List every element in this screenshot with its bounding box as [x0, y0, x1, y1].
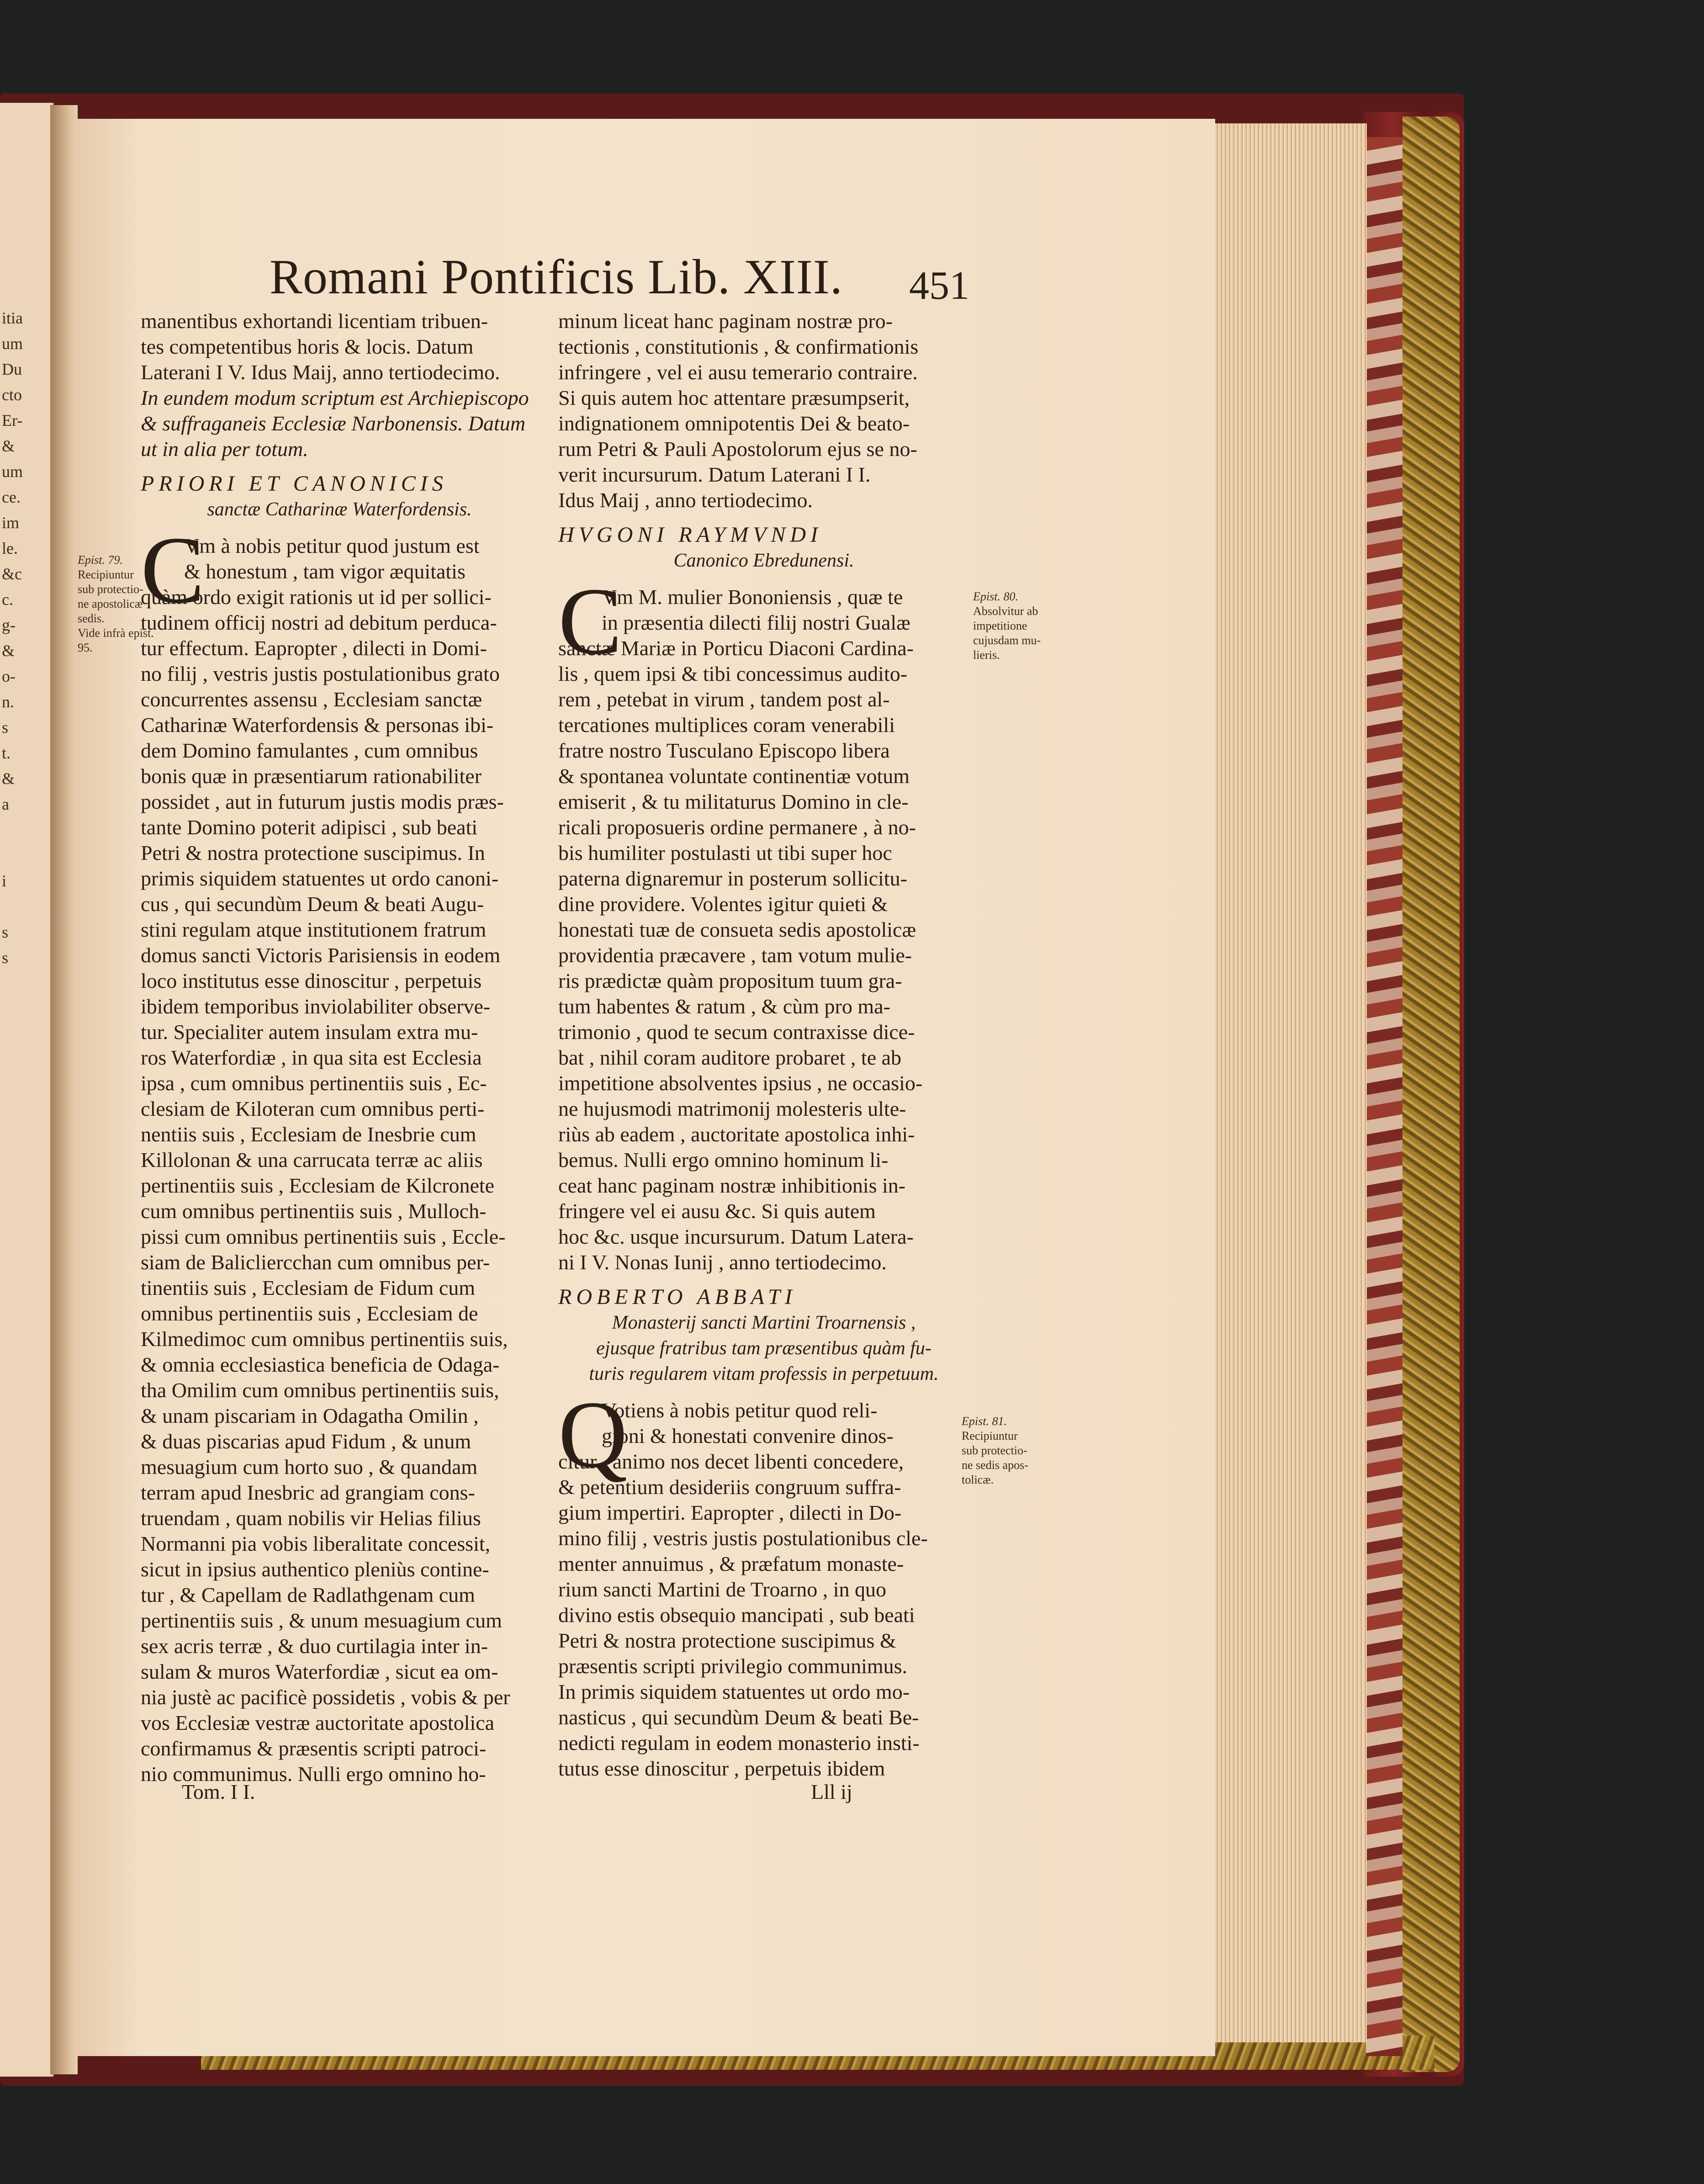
- text-line: sulam & muros Waterfordiæ , sicut ea om-: [141, 1660, 498, 1683]
- page-edges: [1211, 123, 1367, 2042]
- text-line: trimonio , quod te secum contraxisse dice-: [558, 1020, 915, 1044]
- text-line: tante Domino poterit adipisci , sub beati: [141, 816, 478, 839]
- text-line: citur , animo nos decet libenti concedere,: [558, 1450, 904, 1473]
- text-line: domus sancti Victoris Parisiensis in eodem: [141, 944, 501, 967]
- text-line: menter annuimus , & præfatum monaste-: [558, 1552, 904, 1575]
- text-line: tercationes multiplices coram venerabili: [558, 713, 895, 737]
- text-line: ne hujusmodi matrimonij molesteris ulte-: [558, 1097, 906, 1120]
- text-line: nentiis suis , Ecclesiam de Inesbrie cum: [141, 1123, 476, 1146]
- text-line: ibidem temporibus inviolabiliter observe-: [141, 995, 491, 1018]
- text-line: sanctæ Mariæ in Porticu Diaconi Cardina-: [558, 636, 914, 660]
- text-line: Catharinæ Waterfordensis & personas ibi-: [141, 713, 494, 737]
- margin-note-right-1: [973, 589, 1041, 663]
- text-line: Canonico Ebredunensi.: [673, 550, 854, 571]
- text-line: siam de Balicliercchan cum omnibus per-: [141, 1251, 490, 1274]
- text-line: Si quis autem hoc attentare præsumpserit,: [558, 386, 910, 409]
- text-line: nio communimus. Nulli ergo omnino ho-: [141, 1762, 486, 1786]
- text-line: bemus. Nulli ergo omnino hominum li-: [558, 1148, 889, 1172]
- text-line: tur , & Capellam de Radlathgenam cum: [141, 1583, 475, 1606]
- margin-note-line: Recipiuntur: [78, 568, 134, 581]
- left-page-fragment: s: [2, 923, 9, 941]
- text-line: bat , nihil coram auditore probaret , te ab: [558, 1046, 902, 1069]
- footer-signature: Lll ij: [811, 1780, 852, 1803]
- text-line: manentibus exhortandi licentiam tribuen-: [141, 309, 488, 333]
- left-page-fragment: &: [2, 437, 15, 455]
- margin-note-line: impetitione: [973, 619, 1027, 632]
- letter-heading: HVGONI RAYMVNDI: [558, 523, 822, 547]
- letter-heading: PRIORI ET CANONICIS: [141, 472, 448, 496]
- margin-note-line: Recipiuntur: [962, 1429, 1018, 1442]
- left-page-fragment: s: [2, 718, 9, 737]
- text-line: tutus esse dinoscitur , perpetuis ibidem: [558, 1757, 885, 1780]
- text-line: In primis siquidem statuentes ut ordo mo-: [558, 1680, 910, 1703]
- text-line: tha Omilim cum omnibus pertinentiis suis,: [141, 1378, 499, 1402]
- text-line-indented: & honestum , tam vigor æquitatis: [184, 560, 466, 583]
- text-line: tur. Specialiter autem insulam extra mu-: [141, 1020, 478, 1044]
- text-line: rium sancti Martini de Troarno , in quo: [558, 1578, 887, 1601]
- left-page-fragment: le.: [2, 539, 18, 557]
- text-line: ut in alia per totum.: [141, 437, 308, 461]
- text-line: stini regulam atque institutionem fratrum: [141, 918, 487, 941]
- text-line: & petentium desideriis congruum suffra-: [558, 1475, 901, 1499]
- text-line-indented: Votiens à nobis petitur quod reli-: [602, 1399, 878, 1422]
- text-line: minum liceat hanc paginam nostræ pro-: [558, 309, 893, 333]
- margin-note-line: ne apostolicæ: [78, 597, 143, 610]
- text-line: & omnia ecclesiastica beneficia de Odaga-: [141, 1353, 500, 1376]
- text-line: Monasterij sancti Martini Troarnensis ,: [612, 1312, 916, 1333]
- text-line: possidet , aut in futurum justis modis præs-: [141, 790, 504, 813]
- text-line: emiserit , & tu militaturus Domino in cle-: [558, 790, 909, 813]
- text-line: providentia præcavere , tam votum mulie-: [558, 944, 912, 967]
- page-number: 451: [909, 264, 969, 308]
- text-line-indented: Vm à nobis petitur quod justum est: [184, 534, 480, 557]
- text-line: divino estis obsequio mancipati , sub beati: [558, 1603, 915, 1627]
- margin-note-line: Vide infrà epist.: [78, 626, 154, 640]
- drop-cap: C: [558, 568, 623, 674]
- text-line: rum Petri & Pauli Apostolorum ejus se no-: [558, 437, 917, 461]
- text-line: pertinentiis suis , & unum mesuagium cum: [141, 1609, 502, 1632]
- text-line: fratre nostro Tusculano Episcopo libera: [558, 739, 890, 762]
- left-page-fragment: ce.: [2, 488, 21, 506]
- left-page-fragment: t.: [2, 744, 11, 762]
- left-page-fragment: g-: [2, 616, 16, 634]
- left-page-fragment: o-: [2, 667, 16, 685]
- text-line: nia justè ac pacificè possidetis , vobis & per: [141, 1686, 510, 1709]
- text-line: Killolonan & una carrucata terræ ac aliis: [141, 1148, 483, 1172]
- left-page-fragment: um: [2, 334, 23, 353]
- text-line: quàm ordo exigit rationis ut id per sollici-: [141, 585, 492, 609]
- text-line: sex acris terræ , & duo curtilagia inter in-: [141, 1634, 488, 1658]
- text-line: ricali proposueris ordine permanere , à no-: [558, 816, 916, 839]
- left-page-fragment: um: [2, 462, 23, 481]
- text-line: paterna dignaremur in posterum sollicitu-: [558, 867, 907, 890]
- text-line: omnibus pertinentiis suis , Ecclesiam de: [141, 1302, 478, 1325]
- left-page-fragment: c.: [2, 590, 13, 609]
- text-line: nedicti regulam in eodem monasterio insti-: [558, 1731, 920, 1755]
- text-line: pertinentiis suis , Ecclesiam de Kilcronete: [141, 1174, 495, 1197]
- text-line: primis siquidem statuentes ut ordo canoni-: [141, 867, 499, 890]
- text-line: ceat hanc paginam nostræ inhibitionis in-: [558, 1174, 906, 1197]
- text-line: indignationem omnipotentis Dei & beato-: [558, 412, 910, 435]
- text-line: Normanni pia vobis liberalitate concessit,: [141, 1532, 491, 1555]
- text-line: Laterani I V. Idus Maij, anno tertiodecimo.: [141, 360, 500, 384]
- margin-note-line: Epist. 80.: [973, 590, 1018, 603]
- gilt-border: [1402, 117, 1460, 2072]
- drop-cap: Q: [558, 1382, 628, 1488]
- left-page-fragment: &: [2, 641, 15, 660]
- text-line: Idus Maij , anno tertiodecimo.: [558, 488, 813, 512]
- text-line: & duas piscarias apud Fidum , & unum: [141, 1430, 471, 1453]
- margin-note-line: Absolvitur ab: [973, 604, 1038, 618]
- text-line: ipsa , cum omnibus pertinentiis suis , Ec-: [141, 1071, 487, 1095]
- text-line: tudinem officij nostri ad debitum perduca-: [141, 611, 497, 634]
- text-line: concurrentes assensu , Ecclesiam sanctæ: [141, 688, 482, 711]
- text-line: infringere , vel ei ausu temerario contraire.: [558, 360, 918, 384]
- text-line: clesiam de Kiloteran cum omnibus perti-: [141, 1097, 485, 1120]
- text-line-indented: gioni & honestati convenire dinos-: [602, 1424, 894, 1447]
- left-page-fragment: s: [2, 949, 9, 967]
- margin-note-line: tolicæ.: [962, 1473, 994, 1486]
- text-line: Petri & nostra protectione suscipimus &: [558, 1629, 896, 1652]
- text-line: præsentis scripti privilegio communimus.: [558, 1654, 908, 1678]
- text-line: riùs ab eadem , auctoritate apostolica inhi-: [558, 1123, 915, 1146]
- text-line: sanctæ Catharinæ Waterfordensis.: [207, 499, 472, 520]
- text-line-indented: in præsentia dilecti filij nostri Gualæ: [602, 611, 910, 634]
- text-line: tum habentes & ratum , & cùm pro ma-: [558, 995, 890, 1018]
- text-line: mesuagium cum horto suo , & quandam: [141, 1455, 478, 1479]
- text-line: verit incursurum. Datum Laterani I I.: [558, 463, 871, 486]
- text-line: tinentiis suis , Ecclesiam de Fidum cum: [141, 1276, 476, 1299]
- margin-note-line: 95.: [78, 641, 93, 654]
- text-line: loco institutus esse dinoscitur , perpetuis: [141, 969, 482, 992]
- column-right: [558, 308, 969, 1781]
- text-line: vos Ecclesiæ vestræ auctoritate apostolica: [141, 1711, 495, 1734]
- text-line: ejusque fratribus tam præsentibus quàm fu-: [596, 1338, 931, 1359]
- margin-note-right-2: [962, 1414, 1028, 1487]
- left-page-fragment: Er-: [2, 411, 23, 429]
- left-page-fragment: cto: [2, 386, 22, 404]
- left-page-fragment: n.: [2, 693, 14, 711]
- text-line: truendam , quam nobilis vir Helias filius: [141, 1506, 481, 1530]
- text-line: tectionis , constitutionis , & confirmationis: [558, 335, 919, 358]
- left-page: [0, 103, 54, 2077]
- text-line: ni I V. Nonas Iunij , anno tertiodecimo.: [558, 1251, 887, 1274]
- text-line: pissi cum omnibus pertinentiis suis , Eccle-: [141, 1225, 506, 1248]
- margin-note-line: Epist. 79.: [78, 553, 123, 567]
- margin-note-line: ne sedis apos-: [962, 1458, 1028, 1472]
- margin-note-line: sedis.: [78, 612, 105, 625]
- margin-note-line: lieris.: [973, 648, 1000, 662]
- text-line: mino filij , vestris justis postulationibus cle-: [558, 1527, 928, 1550]
- text-line: tes competentibus horis & locis. Datum: [141, 335, 474, 358]
- margin-note-line: sub protectio-: [962, 1444, 1027, 1457]
- text-line: fringere vel ei ausu &c. Si quis autem: [558, 1199, 876, 1223]
- text-line: & spontanea voluntate continentiæ votum: [558, 764, 910, 788]
- drop-cap: C: [141, 517, 205, 623]
- text-line: gium impertiri. Eapropter , dilecti in Do-: [558, 1501, 902, 1524]
- text-line: & unam piscariam in Odagatha Omilin ,: [141, 1404, 479, 1427]
- text-line: rem , petebat in virum , tandem post al-: [558, 688, 890, 711]
- text-line: nasticus , qui secundùm Deum & beati Be-: [558, 1706, 919, 1729]
- text-line: dem Domino famulantes , cum omnibus: [141, 739, 478, 762]
- marbled-endpaper: [1366, 137, 1402, 2056]
- left-page-fragment: &c: [2, 565, 22, 583]
- text-line: ris prædictæ quàm propositum tuum gra-: [558, 969, 902, 992]
- text-line: sicut in ipsius authentico pleniùs contine-: [141, 1558, 489, 1581]
- text-line: ros Waterfordiæ , in qua sita est Ecclesia: [141, 1046, 482, 1069]
- margin-note-line: cujusdam mu-: [973, 634, 1041, 647]
- left-page-fragment: a: [2, 795, 9, 813]
- text-line: bonis quæ in præsentiarum rationabiliter: [141, 764, 482, 788]
- text-line: hoc &c. usque incursurum. Datum Latera-: [558, 1225, 914, 1248]
- text-line: turis regularem vitam professis in perpetuum.: [589, 1363, 939, 1384]
- text-line: & suffraganeis Ecclesiæ Narbonensis. Datum: [141, 412, 526, 435]
- text-line: Kilmedimoc cum omnibus pertinentiis suis,: [141, 1327, 508, 1351]
- margin-note-line: sub protectio-: [78, 583, 143, 596]
- text-line: dine providere. Volentes igitur quieti &: [558, 892, 888, 916]
- text-line: confirmamus & præsentis scripti patroci-: [141, 1737, 487, 1760]
- text-line: cum omnibus pertinentiis suis , Mulloch-: [141, 1199, 487, 1223]
- text-line: no filij , vestris justis postulationibus grato: [141, 662, 500, 685]
- left-page-fragment: &: [2, 769, 15, 788]
- margin-note-line: Epist. 81.: [962, 1415, 1007, 1428]
- text-line: terram apud Inesbric ad grangiam cons-: [141, 1481, 475, 1504]
- text-line: Petri & nostra protectione suscipimus. In: [141, 841, 485, 864]
- left-page-fragment: Du: [2, 360, 22, 378]
- text-line: In eundem modum scriptum est Archiepiscopo: [141, 386, 529, 409]
- text-line: cus , qui secundùm Deum & beati Augu-: [141, 892, 484, 916]
- letter-heading: ROBERTO ABBATI: [558, 1285, 797, 1309]
- text-line: lis , quem ipsi & tibi concessimus audito-: [558, 662, 908, 685]
- text-line-indented: Vm M. mulier Bononiensis , quæ te: [602, 585, 903, 609]
- margin-note-left: [78, 553, 154, 655]
- text-line: bis humiliter postulasti ut tibi super hoc: [558, 841, 892, 864]
- left-page-fragment: i: [2, 872, 7, 890]
- running-title: Romani Pontificis Lib. XIII.: [270, 250, 843, 304]
- text-line: tur effectum. Eapropter , dilecti in Domi-: [141, 636, 487, 660]
- footer-volume: Tom. I I.: [182, 1780, 255, 1803]
- left-page-fragment: im: [2, 514, 20, 532]
- text-line: honestati tuæ de consueta sedis apostolicæ: [558, 918, 916, 941]
- left-page-fragment: itia: [2, 309, 23, 327]
- column-left: [141, 308, 538, 1787]
- text-line: impetitione absolventes ipsius , ne occasio-: [558, 1071, 923, 1095]
